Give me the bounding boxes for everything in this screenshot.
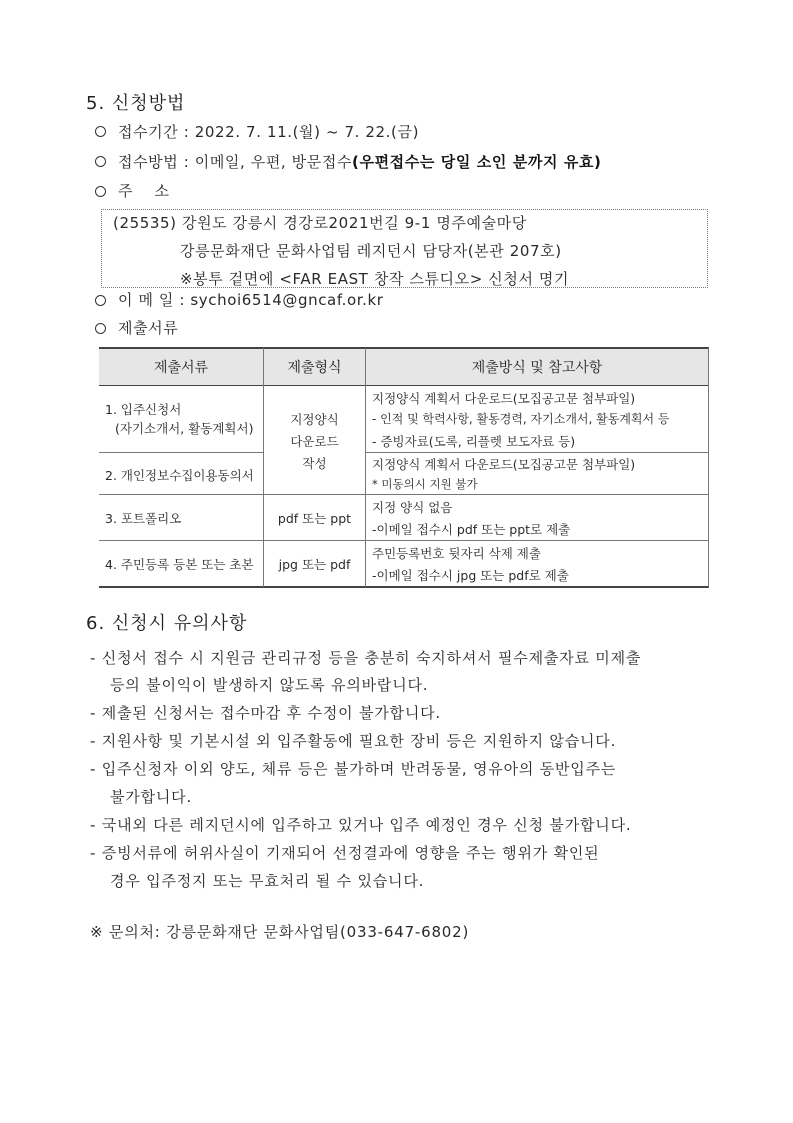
table-cell-note: - 증빙자료(도록, 리플렛 보도자료 등) bbox=[372, 434, 576, 449]
caution-item-line: 경우 입주정지 또는 무효처리 될 수 있습니다. bbox=[110, 872, 425, 890]
table-border bbox=[99, 452, 263, 453]
caution-item-line: 불가합니다. bbox=[110, 788, 193, 806]
table-cell-document: (자기소개서, 활동계획서) bbox=[115, 421, 254, 436]
caution-item-line: - 신청서 접수 시 지원금 관리규정 등을 충분히 숙지하셔서 필수제출자료 미제출 bbox=[90, 649, 642, 667]
table-cell-format: 지정양식 bbox=[290, 412, 339, 427]
table-cell-note: 지정양식 계획서 다운로드(모집공고문 첨부파일) bbox=[372, 457, 636, 472]
address-line: (25535) 강원도 강릉시 경강로2021번길 9-1 명주예술마당 bbox=[113, 214, 527, 232]
bullet-circle-icon bbox=[95, 323, 106, 334]
caution-item-line: - 증빙서류에 허위사실이 기재되어 선정결과에 영향을 주는 행위가 확인된 bbox=[90, 844, 600, 862]
bullet-circle-icon bbox=[95, 156, 106, 167]
application-period: 접수기간 : 2022. 7. 11.(월) ~ 7. 22.(금) bbox=[118, 123, 420, 141]
table-border bbox=[365, 452, 709, 453]
table-header-cell: 제출형식 bbox=[287, 360, 342, 376]
table-border bbox=[99, 540, 709, 541]
table-cell-document: 4. 주민등록 등본 또는 초본 bbox=[105, 557, 254, 572]
email-address: 이 메 일 : sychoi6514@gncaf.or.kr bbox=[118, 291, 384, 309]
table-cell-format: 작성 bbox=[302, 456, 327, 471]
table-cell-note: -이메일 접수시 pdf 또는 ppt로 제출 bbox=[372, 522, 571, 537]
table-cell-document: 2. 개인정보수집이용동의서 bbox=[105, 468, 254, 483]
caution-item-line: - 지원사항 및 기본시설 외 입주활동에 필요한 장비 등은 지원하지 않습니다. bbox=[90, 732, 617, 750]
table-cell-format: 다운로드 bbox=[290, 434, 339, 449]
table-cell-note: -이메일 접수시 jpg 또는 pdf로 제출 bbox=[372, 568, 569, 583]
address-label: 주 소 bbox=[118, 182, 170, 200]
contact-info: ※ 문의처: 강릉문화재단 문화사업팀(033-647-6802) bbox=[90, 923, 470, 941]
table-border bbox=[99, 494, 709, 495]
bullet-circle-icon bbox=[95, 186, 106, 197]
table-border bbox=[708, 348, 709, 587]
table-border bbox=[99, 385, 709, 386]
application-method-note: (우편접수는 당일 소인 분까지 유효) bbox=[352, 153, 602, 171]
table-cell-note: * 미동의시 지원 불가 bbox=[372, 477, 478, 491]
caution-item-line: - 입주신청자 이외 양도, 체류 등은 불가하며 반려동물, 영유아의 동반입주는 bbox=[90, 760, 617, 778]
table-cell-note: 주민등록번호 뒷자리 삭제 제출 bbox=[372, 546, 541, 561]
table-border bbox=[99, 586, 709, 588]
application-method-text: 접수방법 : 이메일, 우편, 방문접수 bbox=[118, 153, 353, 171]
section-5-title: 5. 신청방법 bbox=[86, 93, 186, 114]
table-cell-note: - 인적 및 학력사항, 활동경력, 자기소개서, 활동계획서 등 bbox=[372, 412, 670, 426]
caution-item-line: - 국내외 다른 레지던시에 입주하고 있거나 입주 예정인 경우 신청 불가합니다. bbox=[90, 816, 632, 834]
table-cell-note: 지정양식 계획서 다운로드(모집공고문 첨부파일) bbox=[372, 391, 636, 406]
caution-item-line: 등의 불이익이 발생하지 않도록 유의바랍니다. bbox=[110, 676, 429, 694]
table-cell-note: 지정 양식 없음 bbox=[372, 500, 453, 515]
table-cell-document: 1. 입주신청서 bbox=[105, 402, 182, 417]
table-cell-document: 3. 포트폴리오 bbox=[105, 511, 182, 526]
address-line: ※봉투 겉면에 <FAR EAST 창작 스튜디오> 신청서 명기 bbox=[180, 270, 570, 288]
table-header-cell: 제출방식 및 참고사항 bbox=[471, 360, 603, 376]
table-header-cell: 제출서류 bbox=[153, 360, 209, 376]
address-line: 강릉문화재단 문화사업팀 레지던시 담당자(본관 207호) bbox=[180, 242, 562, 260]
table-border bbox=[99, 347, 709, 349]
table-border bbox=[365, 348, 366, 587]
bullet-circle-icon bbox=[95, 295, 106, 306]
table-cell-format: pdf 또는 ppt bbox=[277, 511, 352, 526]
documents-label: 제출서류 bbox=[118, 319, 179, 337]
application-method bbox=[118, 151, 602, 172]
section-6-title: 6. 신청시 유의사항 bbox=[86, 613, 248, 634]
caution-item-line: - 제출된 신청서는 접수마감 후 수정이 불가합니다. bbox=[90, 704, 441, 722]
bullet-circle-icon bbox=[95, 126, 106, 137]
table-cell-format: jpg 또는 pdf bbox=[278, 557, 351, 572]
